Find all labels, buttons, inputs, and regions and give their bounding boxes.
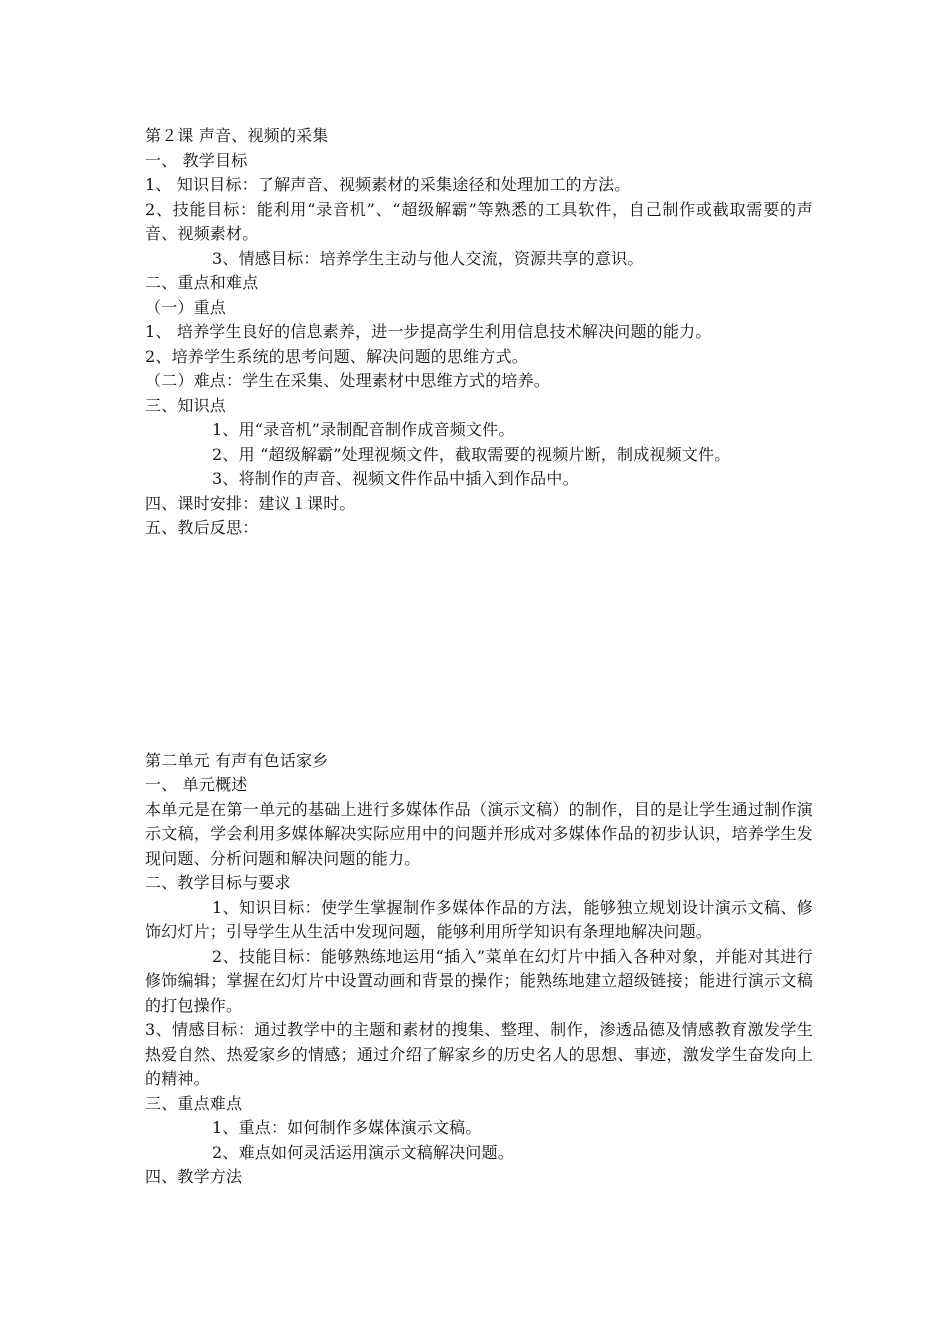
lesson-skill-goal: 2、技能目标：能利用“录音机”、“超级解霸”等熟悉的工具软件，自己制作或截取需要的声音、视频素材。: [145, 199, 813, 243]
unit-overview-text: 本单元是在第一单元的基础上进行多媒体作品（演示文稿）的制作，目的是让学生通过制作演示文稿，学会利用多媒体解决实际应用中的问题并形成对多媒体作品的初步认识，培养学生发现问题、分析问题和解决问题的能力。: [145, 799, 813, 868]
lesson-emotion-goal: 3、情感目标：培养学生主动与他人交流，资源共享的意识。: [212, 248, 644, 268]
lesson-difficulty: （二）难点：学生在采集、处理素材中思维方式的培养。: [145, 371, 551, 390]
lesson-schedule: 四、课时安排：建议１课时。: [145, 493, 356, 513]
lesson-knowledge-point-3: 3、将制作的声音、视频文件作品中插入到作品中。: [212, 469, 579, 488]
lesson-title: 第２课 声音、视频的采集: [145, 126, 329, 145]
lesson-knowledge-point-2: 2、用 “超级解霸”处理视频文件，截取需要的视频片断，制成视频文件。: [212, 444, 731, 464]
blank-space: [145, 541, 820, 749]
lesson-key-point-heading: （一）重点: [145, 297, 227, 317]
unit-section-2-heading: 二、教学目标与要求: [145, 873, 291, 892]
lesson-key-point-1: 1、 培养学生良好的信息素养，进一步提高学生利用信息技术解决问题的能力。: [145, 322, 712, 341]
unit-section-1-heading: 一、 单元概述: [145, 775, 248, 794]
lesson-knowledge-point-1: 1、用“录音机”录制配音制作成音频文件。: [212, 420, 515, 439]
lesson-reflection-heading: 五、教后反思：: [145, 518, 259, 537]
unit-knowledge-goal: 1、知识目标：使学生掌握制作多媒体作品的方法，能够独立规划设计演示文稿、修饰幻灯片；引导学生从生活中发现问题，能够利用所学知识有条理地解决问题。: [145, 897, 813, 941]
unit-section-4-heading: 四、教学方法: [145, 1167, 243, 1186]
unit-skill-goal: 2、技能目标：能够熟练地运用“插入”菜单在幻灯片中插入各种对象，并能对其进行修饰编辑；掌握在幻灯片中设置动画和背景的操作；能熟练地建立超级链接；能进行演示文稿的打包操作。: [145, 946, 813, 1015]
document-body: [145, 124, 820, 1190]
unit-key-point: 1、重点：如何制作多媒体演示文稿。: [212, 1118, 482, 1137]
lesson-key-point-2: 2、培养学生系统的思考问题、解决问题的思维方式。: [145, 346, 528, 366]
unit-emotion-goal: 3、情感目标：通过教学中的主题和素材的搜集、整理、制作，渗透品德及情感教育激发学生热爱自然、热爱家乡的情感；通过介绍了解家乡的历史名人的思想、事迹，激发学生奋发向上的精神。: [145, 1020, 813, 1088]
unit-section-3-heading: 三、重点难点: [145, 1093, 243, 1113]
lesson-section-3-heading: 三、知识点: [145, 395, 227, 415]
unit-title: 第二单元 有声有色话家乡: [145, 750, 329, 770]
lesson-section-2-heading: 二、重点和难点: [145, 273, 259, 292]
unit-difficulty: 2、难点如何灵活运用演示文稿解决问题。: [212, 1142, 514, 1162]
lesson-section-1-heading: 一、 教学目标: [145, 150, 248, 170]
lesson-knowledge-goal: 1、 知识目标：了解声音、视频素材的采集途径和处理加工的方法。: [145, 175, 631, 194]
